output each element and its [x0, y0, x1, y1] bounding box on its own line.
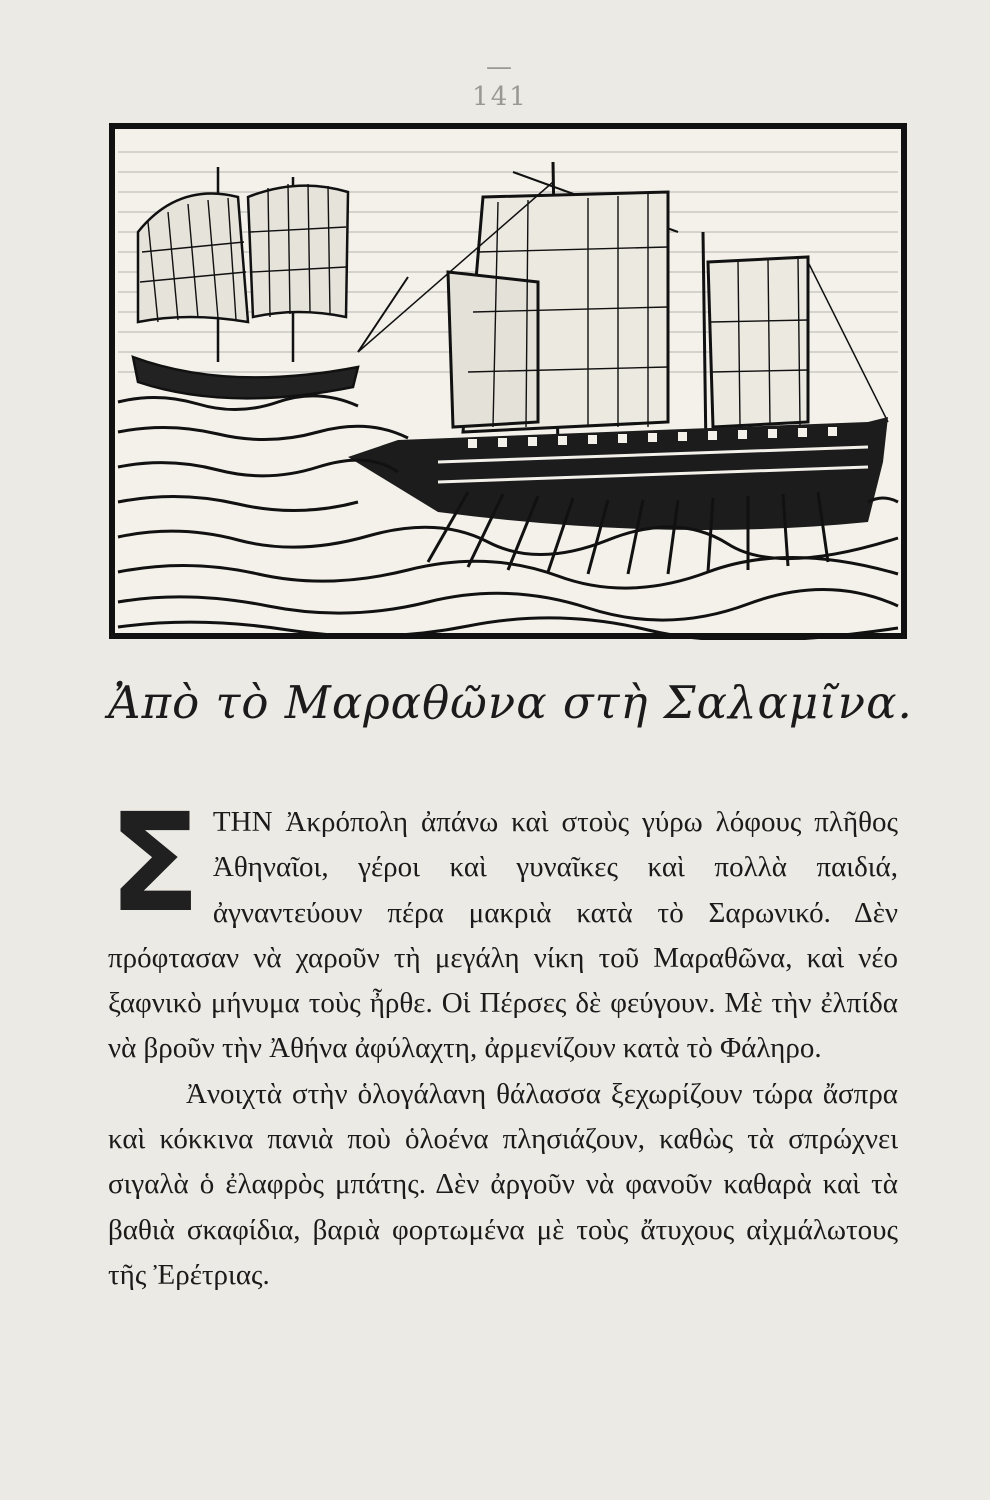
- chapter-title: Ἀπὸ τὸ Μαραθῶνα στὴ Σαλαμῖνα.: [108, 676, 913, 729]
- paragraph-1: ΤΗΝ Ἀκρόπολη ἀπάνω καὶ στοὺς γύρω λόφους πλῆθος Ἀθηναῖοι, γέροι καὶ γυναῖκες καὶ πολλὰ παιδιά, ἀγναντεύουν πέρα μακριὰ κατὰ τὸ Σαρωνικό. Δὲν πρόφτασαν νὰ χαροῦν τὴ μεγάλη νίκη τοῦ Μαραθῶνα, καὶ νέο ξαφνικὸ μήνυμα τοὺς ἦρθε. Οἱ Πέρσες δὲ φεύγουν. Μὲ τὴν ἐλπίδα νὰ βροῦν τὴν Ἀθήνα ἀφύλαχτη, ἀρμενίζουν κατὰ τὸ Φάληρο.: [108, 806, 898, 1065]
- paragraph-2: Ἀνοιχτὰ στὴν ὁλογάλανη θάλασσα ξεχωρίζουν τώρα ἄσπρα καὶ κόκκινα πανιὰ ποὺ ὁλοένα πλησιάζουν, καθὼς τὰ σπρώχνει σιγαλὰ ὁ ἐλαφρὸς μπάτης. Δὲν ἀργοῦν νὰ φανοῦν καθαρὰ καὶ τὰ βαθιὰ σκαφίδια, βαριὰ φορτωμένα μὲ τοὺς ἄτυχους αἰχμάλωτους τῆς Ἐρέτριας.: [108, 1077, 898, 1291]
- page-number: — 141: [472, 52, 528, 112]
- ship-illustration: [108, 122, 908, 640]
- body-text: [108, 785, 898, 1298]
- drop-cap: Σ: [108, 785, 201, 943]
- ship-engraving: [108, 122, 908, 640]
